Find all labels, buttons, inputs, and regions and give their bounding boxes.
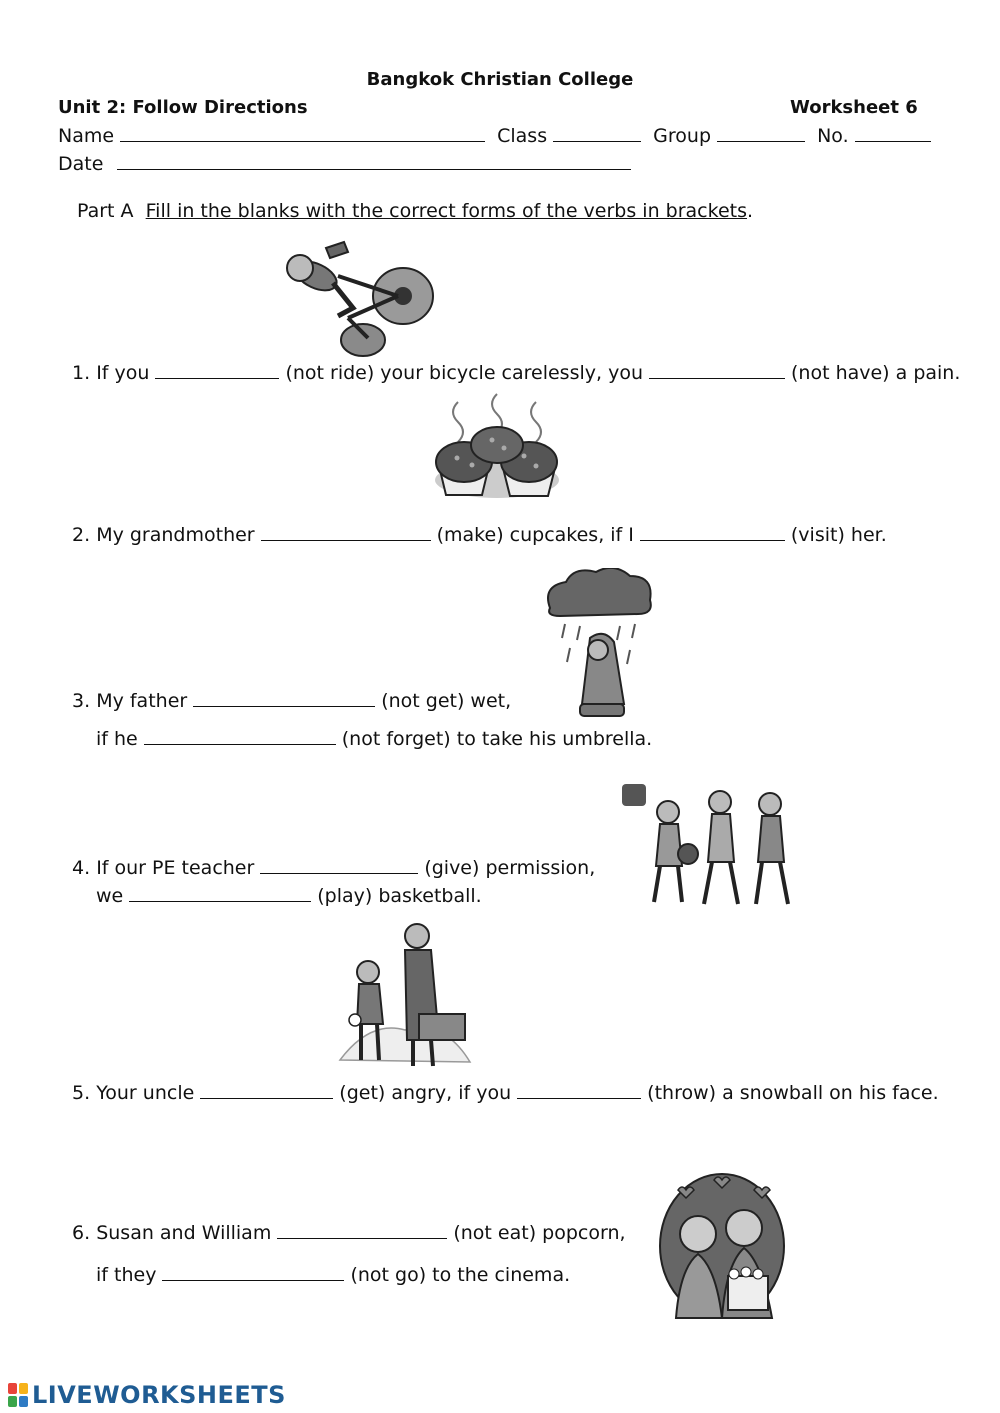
boys-playing-basketball-illustration — [620, 782, 802, 914]
answer-blank[interactable] — [261, 524, 431, 541]
boy-falling-off-bicycle-illustration — [278, 238, 440, 360]
group-label: Group — [653, 125, 712, 147]
answer-blank[interactable] — [640, 524, 785, 541]
group-blank[interactable] — [717, 125, 805, 142]
question-4-line-2: we (play) basketball. — [96, 885, 482, 907]
answer-blank[interactable] — [193, 690, 375, 707]
date-row — [58, 153, 637, 175]
unit-title: Unit 2: Follow Directions — [58, 97, 308, 118]
no-label: No. — [817, 125, 849, 147]
answer-blank[interactable] — [162, 1264, 344, 1281]
worksheet-number: Worksheet 6 — [790, 97, 918, 118]
date-blank[interactable] — [117, 153, 631, 170]
question-1: 1. If you (not ride) your bicycle carelessly, you (not have) a pain. — [72, 362, 961, 384]
answer-blank[interactable] — [260, 857, 418, 874]
question-4: 4. If our PE teacher (give) permission, — [72, 857, 596, 879]
question-2: 2. My grandmother (make) cupcakes, if I (visit) her. — [72, 524, 887, 546]
part-a-label: Part A — [77, 200, 134, 222]
snowball-illustration — [335, 920, 475, 1070]
answer-blank[interactable] — [277, 1222, 447, 1239]
answer-blank[interactable] — [155, 362, 279, 379]
question-3: 3. My father (not get) wet, — [72, 690, 512, 712]
name-row — [58, 125, 937, 147]
couple-at-cinema-illustration — [658, 1172, 786, 1320]
question-5: 5. Your uncle (get) angry, if you (throw) a snowball on his face. — [72, 1082, 939, 1104]
no-blank[interactable] — [855, 125, 931, 142]
question-6-line-2: if they (not go) to the cinema. — [96, 1264, 571, 1286]
question-3-line-2: if he (not forget) to take his umbrella. — [96, 728, 653, 750]
class-label: Class — [497, 125, 548, 147]
liveworksheets-logo — [8, 1380, 286, 1410]
school-title: Bangkok Christian College — [366, 69, 634, 90]
brand-name: LIVEWORKSHEETS — [32, 1381, 286, 1409]
part-a-instruction: Part A Fill in the blanks with the correct forms of the verbs in brackets. — [77, 200, 754, 222]
logo-mark-icon — [8, 1383, 28, 1407]
answer-blank[interactable] — [517, 1082, 641, 1099]
name-blank[interactable] — [120, 125, 485, 142]
date-label: Date — [58, 153, 104, 175]
answer-blank[interactable] — [200, 1082, 333, 1099]
answer-blank[interactable] — [649, 362, 785, 379]
name-label: Name — [58, 125, 115, 147]
part-a-text: Fill in the blanks with the correct forms of the verbs in brackets — [145, 200, 747, 222]
answer-blank[interactable] — [144, 728, 336, 745]
man-in-rain-illustration — [540, 568, 658, 720]
cupcakes-illustration — [432, 390, 562, 505]
answer-blank[interactable] — [129, 885, 311, 902]
question-6: 6. Susan and William (not eat) popcorn, — [72, 1222, 626, 1244]
class-blank[interactable] — [553, 125, 641, 142]
